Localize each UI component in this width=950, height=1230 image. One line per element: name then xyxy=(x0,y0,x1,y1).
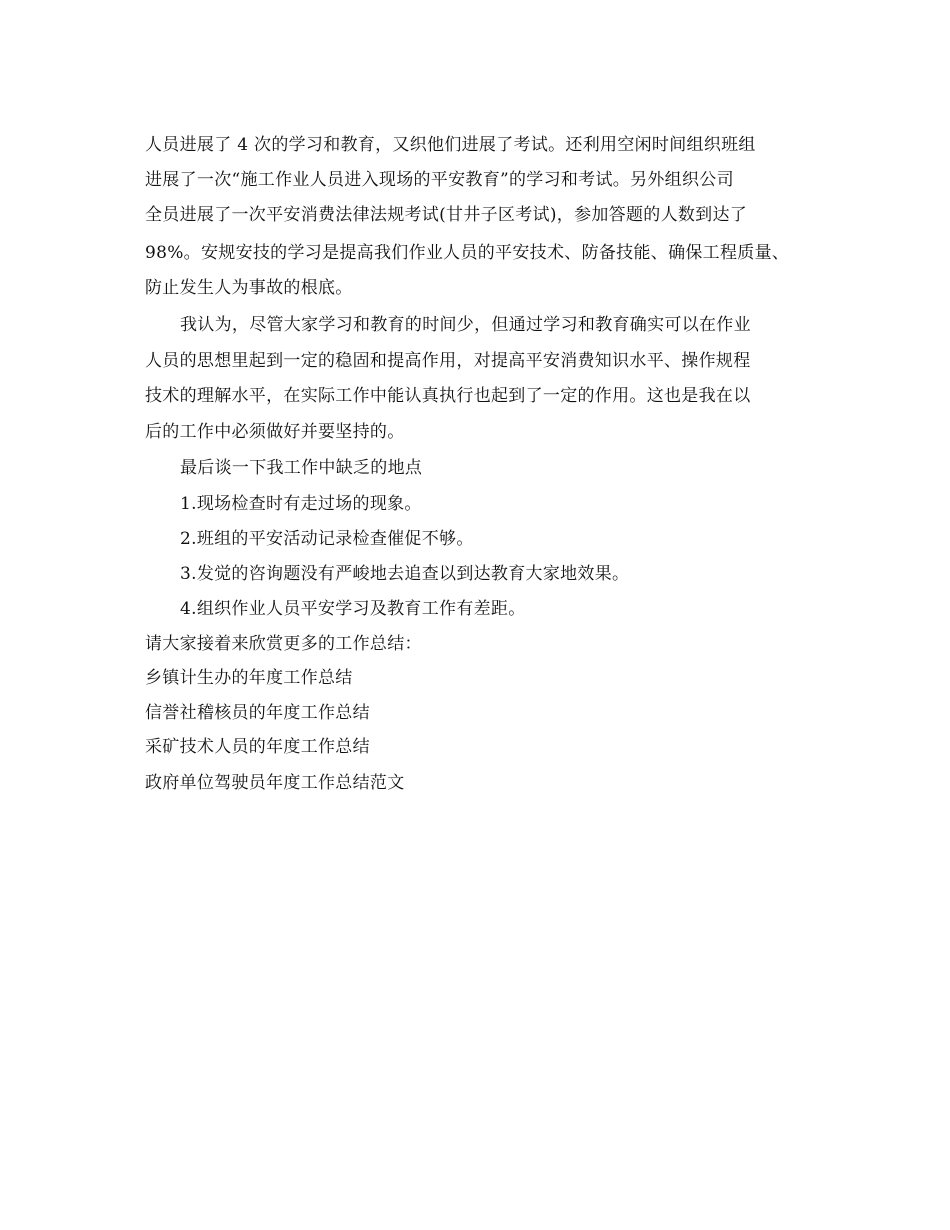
paragraph1-line: 防止发生人为事故的根底。 xyxy=(145,278,353,298)
paragraph2-line: 技术的理解水平，在实际工作中能认真执行也起到了一定的作用。这也是我在以 xyxy=(145,386,751,406)
paragraph2-line: 后的工作中必须做好并要坚持的。 xyxy=(145,422,405,442)
paragraph2-line: 我认为，尽管大家学习和教育的时间少，但通过学习和教育确实可以在作业 xyxy=(180,315,751,335)
paragraph1-line: 全员进展了一次平安消费法律法规考试(甘井子区考试)，参加答题的人数到达了 xyxy=(145,205,748,225)
paragraph1-line: 98%。安规安技的学习是提高我们作业人员的平安技术、防备技能、确保工程质量、 xyxy=(145,243,790,263)
related-summary-link[interactable]: 采矿技术人员的年度工作总结 xyxy=(145,737,370,757)
paragraph1-line: 进展了一次“施工作业人员进入现场的平安教育”的学习和考试。另外组织公司 xyxy=(145,170,734,190)
shortcoming-item: 1.现场检查时有走过场的现象。 xyxy=(180,494,422,514)
shortcomings-intro: 最后谈一下我工作中缺乏的地点 xyxy=(180,458,423,478)
paragraph1-line: 人员进展了 4 次的学习和教育，又织他们进展了考试。还利用空闲时间组织班组 xyxy=(145,135,756,155)
more-summaries-intro: 请大家接着来欣赏更多的工作总结： xyxy=(145,634,422,654)
related-summary-link[interactable]: 信誉社稽核员的年度工作总结 xyxy=(145,703,370,723)
related-summary-link[interactable]: 政府单位驾驶员年度工作总结范文 xyxy=(145,773,405,793)
shortcoming-item: 2.班组的平安活动记录检查催促不够。 xyxy=(180,529,474,549)
paragraph2-line: 人员的思想里起到一定的稳固和提高作用，对提高平安消费知识水平、操作规程 xyxy=(145,351,751,371)
shortcoming-item: 4.组织作业人员平安学习及教育工作有差距。 xyxy=(180,599,526,619)
related-summary-link[interactable]: 乡镇计生办的年度工作总结 xyxy=(145,668,353,688)
shortcoming-item: 3.发觉的咨询题没有严峻地去追查以到达教育大家地效果。 xyxy=(180,564,630,584)
